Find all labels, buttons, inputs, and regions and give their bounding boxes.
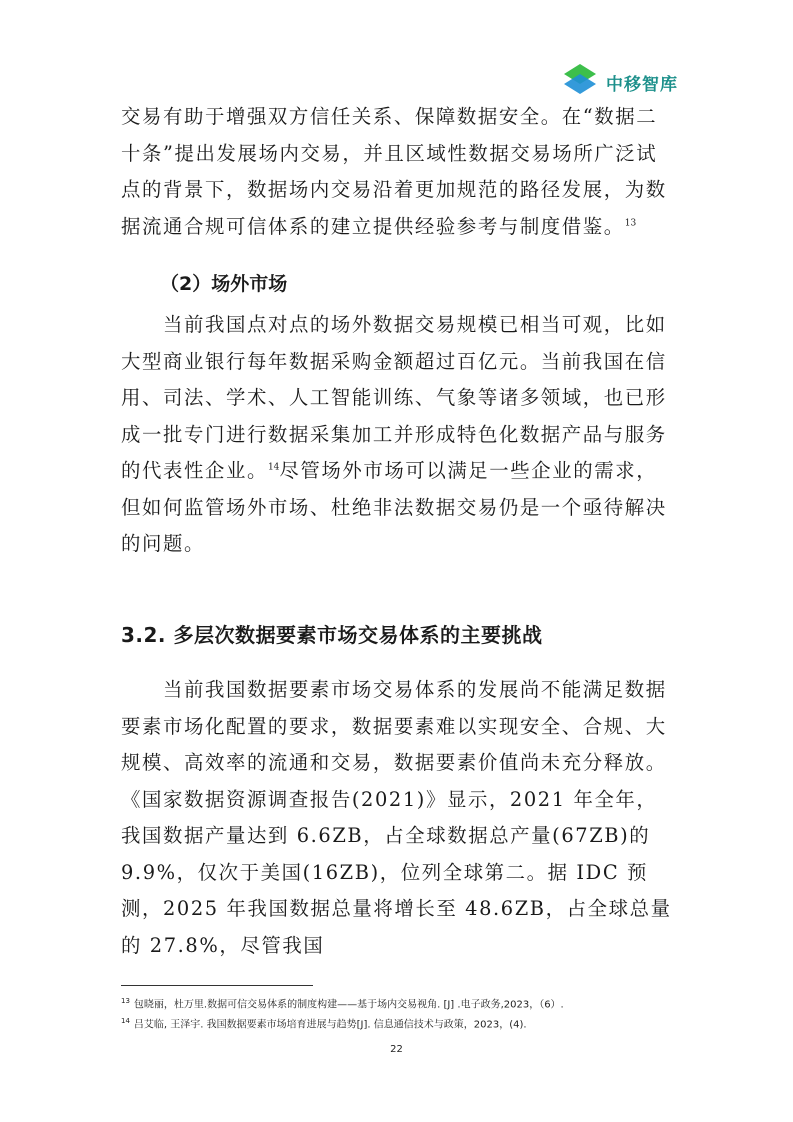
brand-logo <box>560 60 680 100</box>
paragraph-1: 交易有助于增强双方信任关系、保障数据安全。在“数据二十条”提出发展场内交易，并且区域性数据交易场所广泛试点的背景下，数据场内交易沿着更加规范的路径发展，为数据流通合规可信体系的建立提供经验参考与制度借鉴。$^{13}$ <box>121 105 667 238</box>
footnote-13: $^{13}$ 包晓丽，杜万里.数据可信交易体系的制度构建——基于场内交易视角. [J] .电子政务,2023，（6）. <box>121 997 564 1011</box>
section-title: 3.2. 多层次数据要素市场交易体系的主要挑战 <box>121 623 543 647</box>
logo-mark-icon <box>560 60 600 100</box>
footnote-14: $^{14}$ 吕艾临, 王泽宇. 我国数据要素市场培育进展与趋势[J]. 信息通信技术与政策，2023，(4). <box>121 1017 527 1031</box>
logo-text: 中移智库 <box>606 75 678 95</box>
subheading-offsite-market: （2）场外市场 <box>160 273 288 295</box>
footnote-ref-13[interactable]: 13 <box>624 218 637 229</box>
footnote-divider <box>121 985 313 986</box>
paragraph-3: 当前我国数据要素市场交易体系的发展尚不能满足数据要素市场化配置的要求，数据要素难以实现安全、合规、大规模、高效率的流通和交易，数据要素价值尚未充分释放。《国家数据资源调查报告(2021)》显示，2021 年全年，我国数据产量达到 6.6ZB，占全球数据总产量(67ZB)的 9.9%，仅次于美国(16ZB)，位列全球第二。据 IDC 预测，2025 年我国数据总量将增长至 48.6ZB，占全球总量的 27.8%，尽管我国 <box>121 678 672 957</box>
footnotes <box>121 993 701 1034</box>
page-number: 22 <box>390 1044 403 1055</box>
paragraph-2: 当前我国点对点的场外数据交易规模已相当可观，比如大型商业银行每年数据采购金额超过百亿元。当前我国在信用、司法、学术、人工智能训练、气象等诸多领域，也已形成一批专门进行数据采集加工并形成特色化数据产品与服务的代表性企业。$^{14}$尽管场外市场可以满足一些企业的需求，但如何监管场外市场、杜绝非法数据交易仍是一个亟待解决的问题。 <box>121 313 667 555</box>
footnote-ref-14[interactable]: 14 <box>267 462 280 473</box>
